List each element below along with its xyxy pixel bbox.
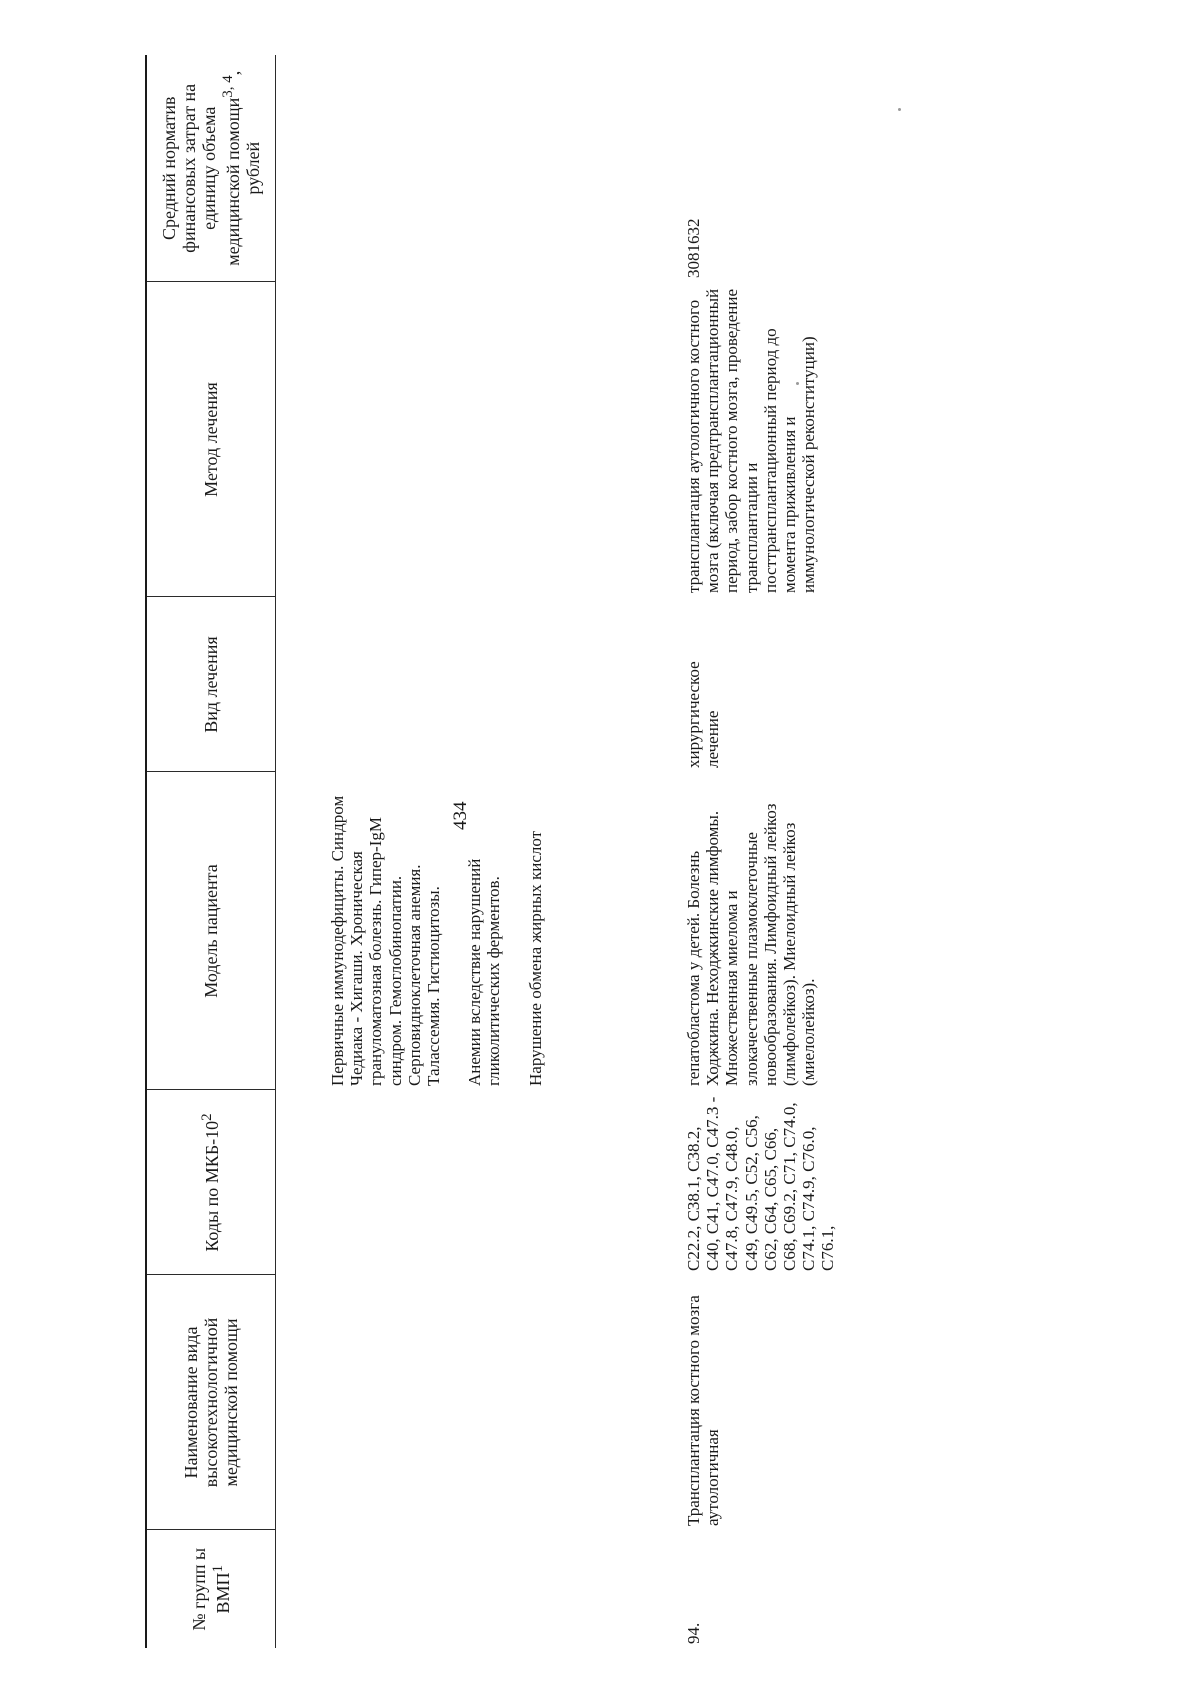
cell-method: трансплантация аутологичного костного мозга (включая предтрансплантационный период, забор костного мозга, проведение трансплантации и посттрансплантационный период до момента приживления и иммунологической реконституции) xyxy=(684,288,819,593)
rotated-page xyxy=(145,55,1145,1648)
cell-cost: 3081632 xyxy=(684,218,703,278)
header-group-no: № групп ы ВМП$^1$ xyxy=(146,1530,276,1648)
model-paragraph: Первичные иммунодефициты. Синдром Чедиака - Хигаши. Хроническая грануломатозная болезнь. Гипер-IgM синдром. Гемоглобинопатии. Серповидноклеточная анемия. Талассемия. Гистиоцитозы. xyxy=(328,795,444,1086)
cell-model xyxy=(276,772,629,1090)
cell-model: гепатобластома у детей. Болезнь Ходжкина. Неходжкинские лимфомы. Множественная миелома и злокачественные плазмоклеточные новообразования. Лимфоидный лейкоз (лимфолейкоз). Миелоидный лейкоз (миелолейкоз). xyxy=(684,803,819,1086)
header-model: Модель пациента xyxy=(146,772,276,1090)
cell-cost xyxy=(276,55,629,282)
table-row xyxy=(276,55,629,1648)
header-method: Метод лечения xyxy=(146,282,276,597)
cell-treatment-type xyxy=(276,597,629,772)
model-paragraph: Анемии вследствие нарушений гликолитических ферментов. xyxy=(465,858,504,1086)
cell-codes xyxy=(276,1090,629,1275)
vmp-table xyxy=(145,55,838,1648)
cell-name xyxy=(276,1275,629,1530)
table-row xyxy=(628,55,838,1648)
table-header xyxy=(146,55,276,1648)
model-paragraph: Нарушение обмена жирных кислот xyxy=(525,830,545,1086)
header-treatment-type: Вид лечения xyxy=(146,597,276,772)
cell-treatment-type: хирургическое лечение xyxy=(684,661,723,768)
header-cost: Средний норматив финансовых затрат на единицу объема медицинской помощи$^{3, 4}$, рублей xyxy=(146,55,276,282)
header-codes: Коды по МКБ-$10^2$ xyxy=(146,1090,276,1275)
page-number: 434 xyxy=(450,801,471,830)
cell-group-no: 94. xyxy=(684,1622,703,1644)
cell-name: Трансплантация костного мозга аутологичная xyxy=(684,1295,723,1526)
header-name: Наименование вида высокотехнологичной медицинской помощи xyxy=(146,1275,276,1530)
cell-method xyxy=(276,282,629,597)
cell-group-no xyxy=(276,1530,629,1648)
cell-codes: C22.2, C38.1, C38.2, C40, C41, C47.0, C47.3 - C47.8, C47.9, C48.0, C49, C49.5, C52, C56, C62, C64, C65, C66, C68, C69.2, C71, C74.0, C74.1, C74.9, C76.0, C76.1, xyxy=(684,1096,838,1271)
